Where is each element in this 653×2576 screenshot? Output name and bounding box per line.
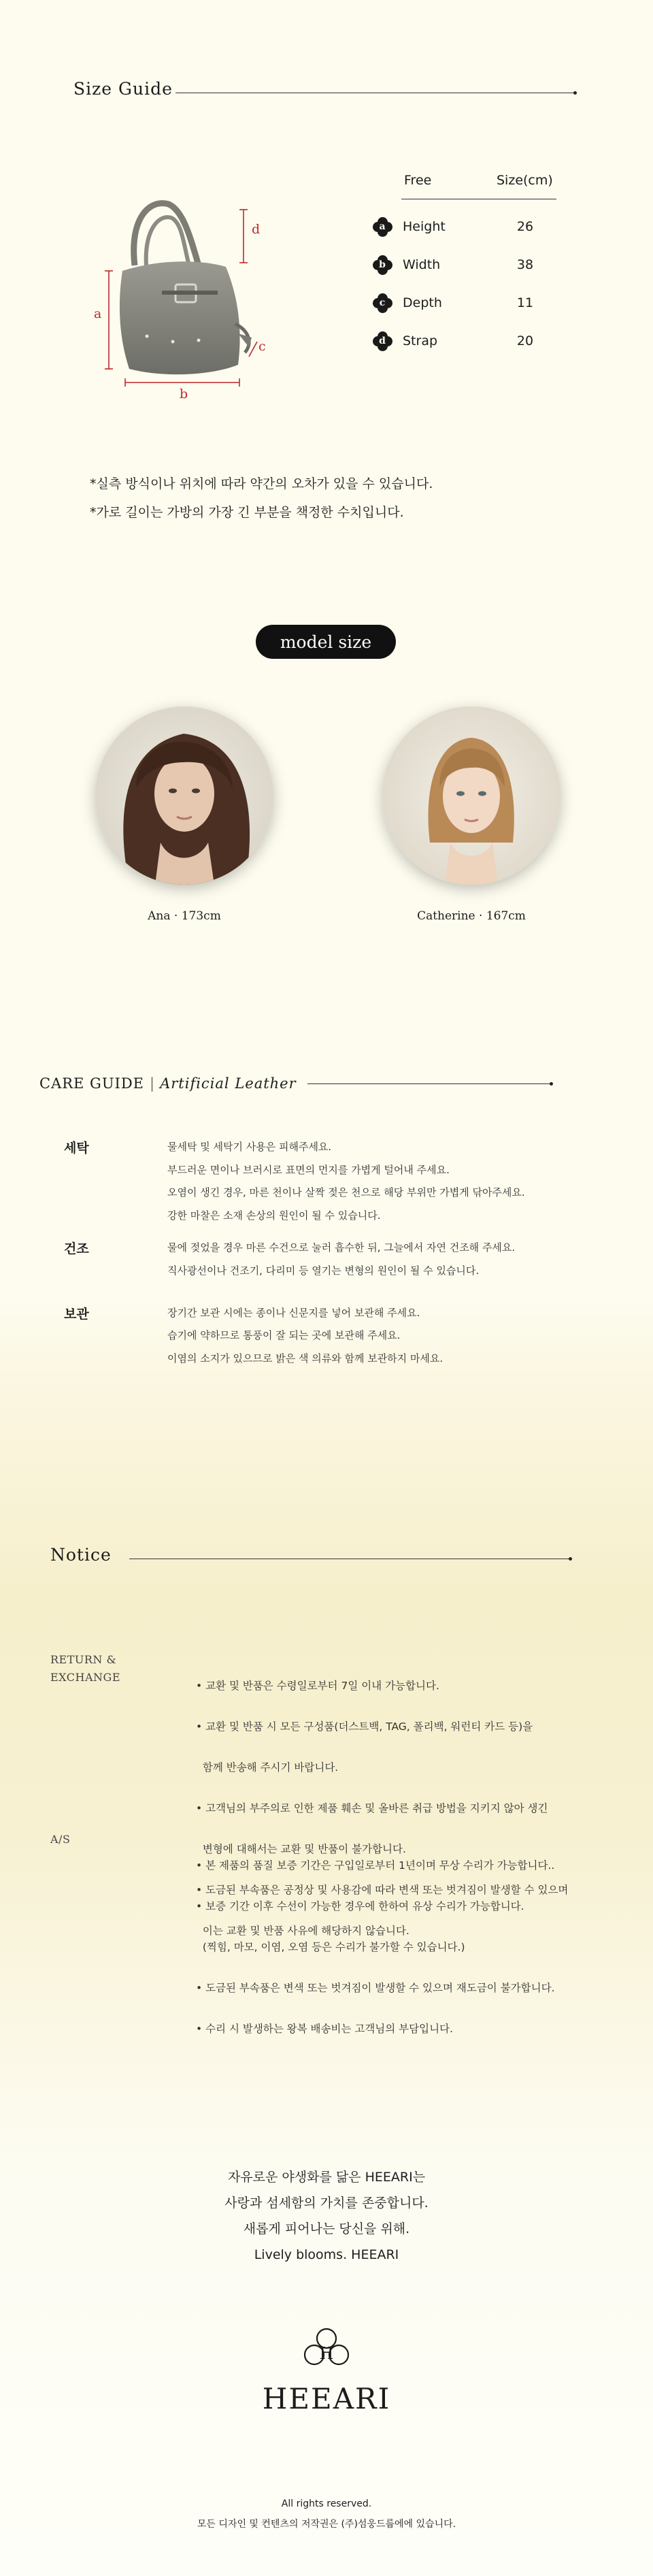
dim-label-d: d	[252, 222, 261, 237]
care-guide-subtitle: Artificial Leather	[160, 1075, 297, 1092]
return-exchange-label-2: EXCHANGE	[50, 1671, 120, 1684]
size-row-height	[373, 216, 563, 237]
flower-icon-b: b	[373, 255, 392, 274]
brand-logo-icon	[299, 2326, 354, 2378]
model-caption-catherine: Catherine · 167cm	[417, 909, 526, 923]
as-line: • 보증 기간 이후 수선이 가능한 경우에 한하여 유상 수리가 가능합니다.	[196, 1900, 524, 1912]
model-caption-ana: Ana · 173cm	[148, 909, 221, 923]
as-line: • 도금된 부속품은 변색 또는 벗겨짐이 발생할 수 있으며 재도금이 불가합니다.	[196, 1982, 555, 1994]
size-guide-title: Size Guide	[73, 79, 173, 99]
size-row-value: 26	[516, 219, 534, 234]
as-label: A/S	[50, 1833, 71, 1846]
return-line: • 교환 및 반품은 수령일로부터 7일 이내 가능합니다.	[196, 1680, 439, 1692]
size-row-width	[373, 255, 563, 275]
as-line: • 수리 시 발생하는 왕복 배송비는 고객님의 부담입니다.	[196, 2023, 453, 2035]
care-line: 강한 마찰은 소재 손상의 원인이 될 수 있습니다.	[167, 1209, 381, 1222]
size-row-depth	[373, 293, 563, 313]
notice-rule-dot	[569, 1557, 572, 1561]
flower-icon-d: d	[373, 331, 392, 350]
care-guide-title: CARE GUIDE	[39, 1075, 144, 1092]
model-size-pill: model size	[256, 625, 396, 659]
size-row-name: Depth	[403, 295, 442, 310]
return-line: • 고객님의 부주의로 인한 제품 훼손 및 올바른 취급 방법을 지키지 않아 생긴	[196, 1802, 548, 1814]
brand-message-line: 새롭게 피어나는 당신을 위해.	[243, 2221, 410, 2236]
care-label-dry: 건조	[64, 1241, 89, 1256]
brand-message-line: 사랑과 섬세함의 가치를 존중합니다.	[224, 2196, 429, 2211]
brand-message	[0, 2164, 653, 2268]
care-guide-divider: |	[150, 1075, 155, 1092]
size-row-name: Width	[403, 257, 441, 272]
size-row-strap	[373, 331, 563, 351]
care-line: 습기에 약하므로 통풍이 잘 되는 곳에 보관해 주세요.	[167, 1329, 401, 1341]
size-row-value: 20	[516, 333, 534, 348]
dim-label-a: a	[94, 306, 102, 321]
return-exchange-label-1: RETURN &	[50, 1653, 117, 1666]
care-line: 물세탁 및 세탁기 사용은 피해주세요.	[167, 1141, 332, 1153]
size-row-value: 11	[516, 295, 534, 310]
model-photo-ana	[95, 706, 273, 885]
as-list	[196, 1832, 555, 2049]
brand-wordmark: HEEARI	[262, 2382, 391, 2415]
flower-icon-a: a	[373, 217, 392, 236]
return-line: 함께 반송해 주시기 바랍니다.	[196, 1761, 339, 1774]
as-line: • 본 제품의 품질 보증 기간은 구입일로부터 1년이며 무상 수리가 가능합니다..	[196, 1859, 555, 1872]
return-line: • 교환 및 반품 시 모든 구성품(더스트백, TAG, 폴리백, 워런티 카드 등)을	[196, 1721, 533, 1733]
care-guide-rule-dot	[550, 1082, 553, 1086]
size-table-size-label: Size(cm)	[497, 173, 553, 188]
notice-title: Notice	[50, 1545, 112, 1565]
svg-text:H: H	[319, 2344, 334, 2363]
return-line: 이는 교환 및 반품 사유에 해당하지 않습니다.	[196, 1925, 409, 1937]
footer-copyright: 모든 디자인 및 컨텐츠의 저작권은 (주)섬웅드룹에에 있습니다.	[197, 2519, 456, 2530]
care-guide-rule	[307, 1083, 552, 1084]
return-line: • 도금된 부속품은 공정상 및 사용감에 따라 변색 또는 벗겨짐이 발생할 수 있으며	[196, 1884, 569, 1896]
dim-label-b: b	[180, 387, 188, 402]
dimension-lines	[82, 191, 286, 395]
flower-icon-c: c	[373, 293, 392, 312]
size-table-free-label: Free	[404, 173, 432, 188]
size-guide-rule-dot	[573, 91, 577, 95]
size-note-2: *가로 길이는 가방의 가장 긴 부분을 책정한 수치입니다.	[90, 505, 404, 520]
care-line: 물에 젖었을 경우 마른 수건으로 눌러 흡수한 뒤, 그늘에서 자연 건조해 주세요.	[167, 1241, 516, 1254]
care-line: 장기간 보관 시에는 종이나 신문지를 넣어 보관해 주세요.	[167, 1307, 420, 1319]
care-line: 오염이 생긴 경우, 마른 천이나 살짝 젖은 천으로 해당 부위만 가볍게 닦아주세요.	[167, 1186, 525, 1199]
brand-message-line: 자유로운 야생화를 닮은 HEEARI는	[227, 2170, 426, 2185]
size-row-value: 38	[516, 257, 534, 272]
care-line: 직사광선이나 건조기, 다리미 등 열기는 변형의 원인이 될 수 있습니다.	[167, 1265, 480, 1277]
care-guide-header	[39, 1075, 297, 1092]
brand-message-line: Lively blooms. HEEARI	[254, 2247, 399, 2262]
care-label-storage: 보관	[64, 1307, 89, 1322]
care-line: 이염의 소지가 있으므로 밝은 색 의류와 함께 보관하지 마세요.	[167, 1352, 443, 1365]
size-row-name: Height	[403, 219, 446, 234]
footer-rights: All rights reserved.	[281, 2498, 372, 2509]
model-photo-catherine	[382, 706, 560, 885]
care-label-wash: 세탁	[64, 1141, 89, 1156]
as-line: (찍힘, 마모, 이염, 오염 등은 수리가 불가할 수 있습니다.)	[196, 1941, 465, 1953]
footer	[0, 2494, 653, 2534]
size-row-name: Strap	[403, 333, 438, 348]
care-line: 부드러운 면이나 브러시로 표면의 먼지를 가볍게 털어내 주세요.	[167, 1164, 450, 1176]
size-note-1: *실측 방식이나 위치에 따라 약간의 오차가 있을 수 있습니다.	[90, 476, 433, 491]
dim-label-c: c	[258, 339, 266, 354]
return-line: 변형에 대해서는 교환 및 반품이 불가합니다.	[196, 1843, 406, 1855]
